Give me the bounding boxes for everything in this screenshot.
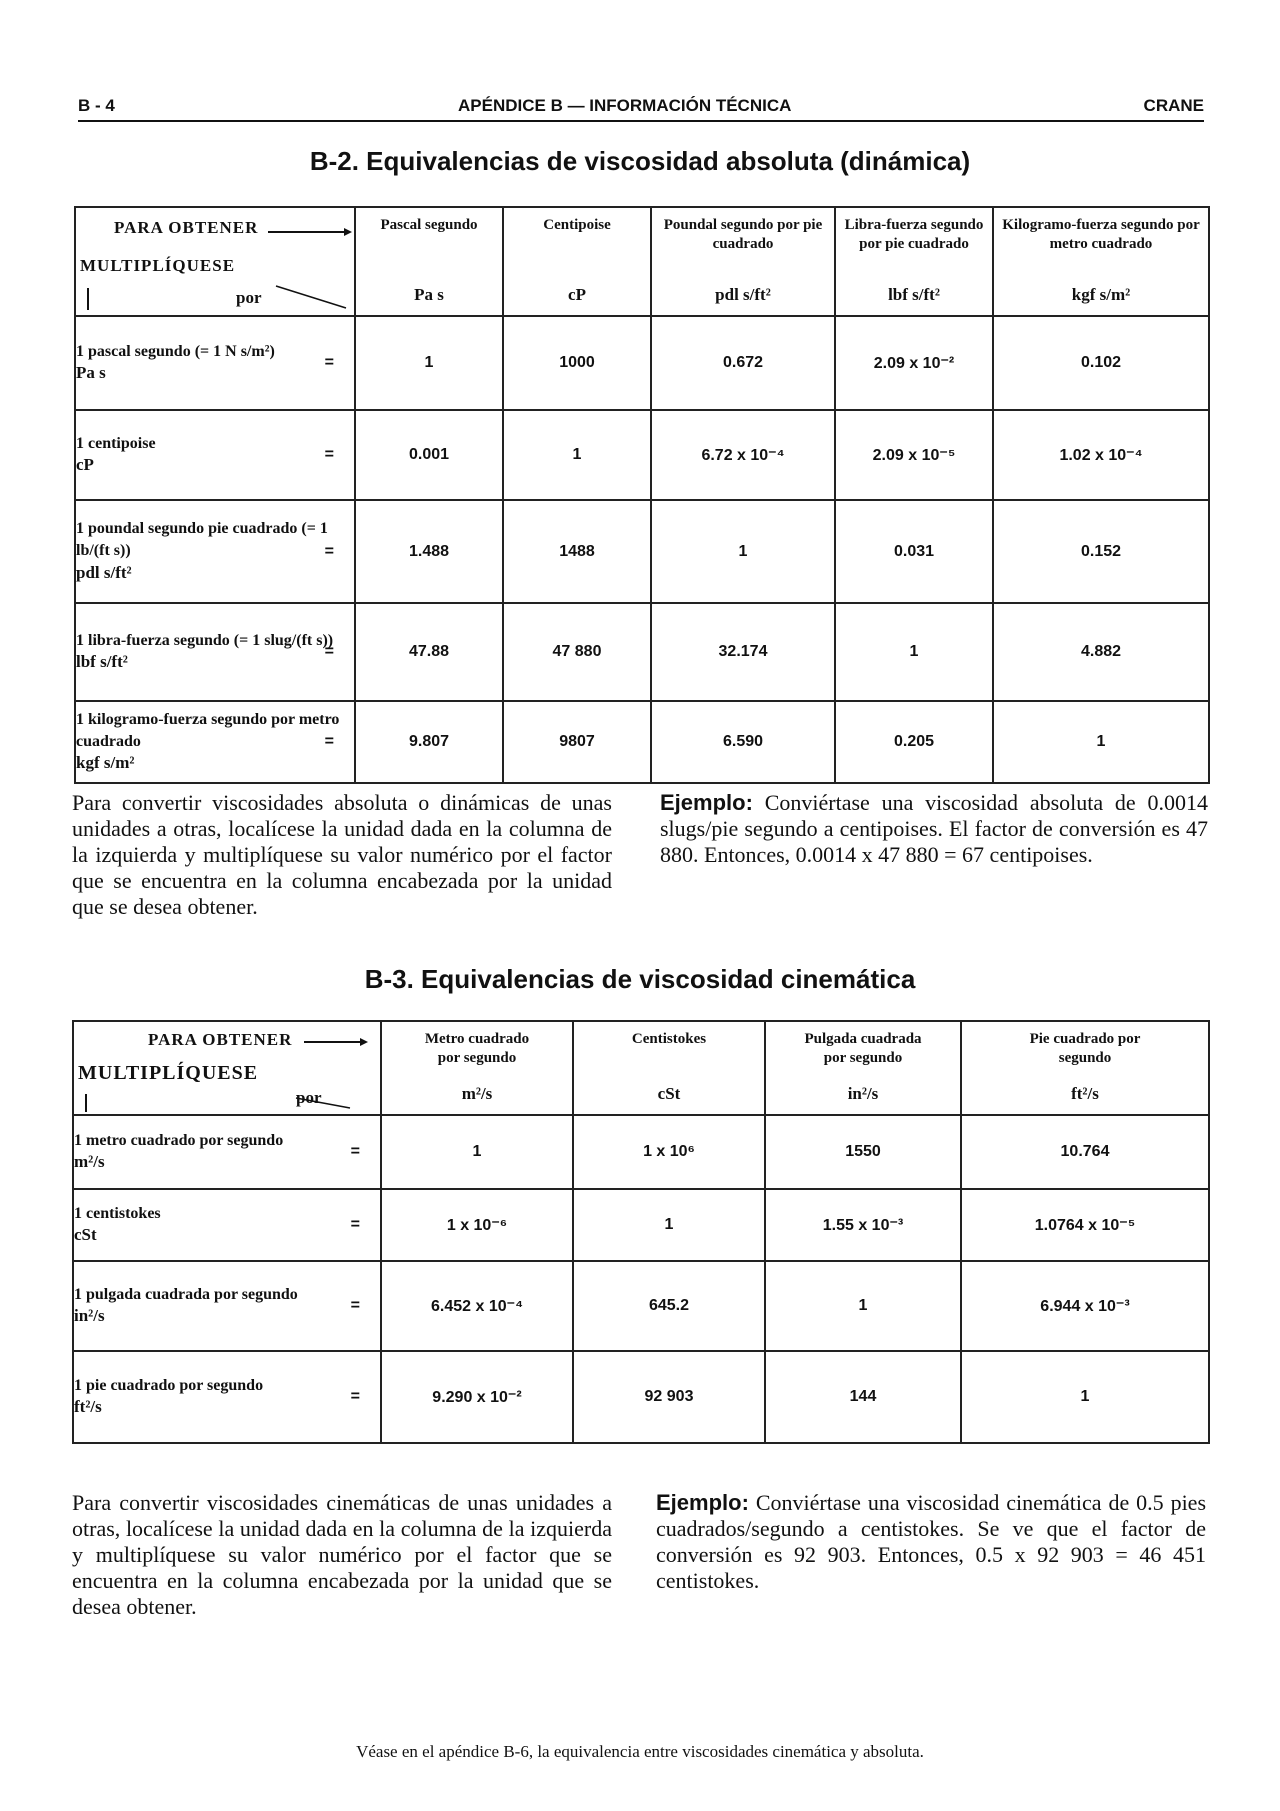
row-label: 1 libra-fuerza segundo (= 1 slug/(ft s)) lbf s/ft² = [75,603,355,701]
col-name: Centistokes [631,1031,707,1047]
b3-col-header [381,1021,573,1115]
table-cell: 9.807 [355,701,503,783]
row-label: 1 pascal segundo (= 1 N s/m²) Pa s = [75,316,355,410]
table-cell: 32.174 [651,603,835,701]
col-unit: cP [568,285,586,304]
example-text: Conviértase una viscosidad cinemática de 0.5 pies cuadrados/segundo a centistokes. Se ve que el factor de conversión es 92 903. Entonces, 0.5 x 92 903 = 46 451 centistokes. [656,1490,1207,1593]
table-cell: 0.152 [993,500,1209,603]
b2-col-header [993,207,1209,316]
row-unit: ft²/s [74,1397,102,1417]
col-name: Kilogramo-fuerza segundo por metro cuadrado [1002,217,1200,252]
table-cell: 1 x 10⁻⁶ [381,1189,573,1261]
row-unit: Pa s [76,363,106,383]
row-unit: cSt [74,1225,97,1245]
b3-example [656,1490,1206,1594]
table-cell: 1550 [765,1115,961,1189]
row-unit: kgf s/m² [76,753,135,773]
table-cell: 1000 [503,316,651,410]
table-cell: 2.09 x 10⁻⁵ [835,410,993,500]
table-cell: 1 [651,500,835,603]
table-row [73,1115,1209,1189]
row-label: 1 poundal segundo pie cuadrado (= 1 lb/(ft s)) pdl s/ft² = [75,500,355,603]
header-title: APÉNDICE B — INFORMACIÓN TÉCNICA [458,96,792,115]
row-label: 1 kilogramo-fuerza segundo por metro cuadrado kgf s/m² = [75,701,355,783]
table-cell: 645.2 [573,1261,765,1351]
table-cell: 1 x 10⁶ [573,1115,765,1189]
table-row [73,1261,1209,1351]
row-label: 1 pie cuadrado por segundo ft²/s = [73,1351,381,1443]
row-unit: m²/s [74,1152,105,1172]
col-name: Libra-fuerza segundo por pie cuadrado [844,217,984,252]
b2-col-header [355,207,503,316]
table-cell: 1 [765,1261,961,1351]
header-brand: CRANE [1143,96,1204,115]
example-text: Conviértase una viscosidad absoluta de 0.0014 slugs/pie segundo a centipoises. El factor de conversión es 47 880. Entonces, 0.0014 x 47 880 = 67 centipoises. [660,790,1208,867]
b2-col-header [503,207,651,316]
b2-title: B-2. Equivalencias de viscosidad absoluta (dinámica) [309,146,971,176]
col-unit: Pa s [414,285,444,304]
table-cell: 0.031 [835,500,993,603]
table-row [75,701,1209,783]
col-name: Poundal segundo por pie cuadrado [663,217,823,252]
corner-multiply: MULTIPLÍQUESE [80,256,236,275]
table-cell: 2.09 x 10⁻² [835,316,993,410]
table-cell: 4.882 [993,603,1209,701]
b3-col-header [961,1021,1209,1115]
table-cell: 1 [573,1189,765,1261]
col-name: Pulgada cuadrada por segundo [804,1031,922,1066]
table-cell: 1 [961,1351,1209,1443]
b3-col-header [765,1021,961,1115]
b2-example [660,790,1208,868]
col-unit: in²/s [847,1084,879,1103]
b3-corner-cell [73,1021,381,1115]
row-unit: in²/s [74,1306,105,1326]
table-cell: 10.764 [961,1115,1209,1189]
row-label: 1 pulgada cuadrada por segundo in²/s = [73,1261,381,1351]
col-unit: kgf s/m² [1071,285,1131,304]
corner-obtain: PARA OBTENER [148,1030,293,1049]
b2-table [74,206,1210,784]
table-row [75,316,1209,410]
row-label: 1 centipoise cP = [75,410,355,500]
col-name: Pascal segundo [380,217,478,233]
table-cell: 0.001 [355,410,503,500]
table-cell: 1488 [503,500,651,603]
table-row [75,603,1209,701]
col-unit: ft²/s [1071,1084,1099,1103]
table-row [73,1189,1209,1261]
b3-col-header [573,1021,765,1115]
col-unit: m²/s [461,1084,493,1103]
col-unit: lbf s/ft² [888,285,940,304]
table-cell: 1.488 [355,500,503,603]
b2-col-header [835,207,993,316]
corner-obtain: PARA OBTENER [114,218,259,237]
b2-col-header [651,207,835,316]
row-unit: cP [76,455,94,475]
table-cell: 6.72 x 10⁻⁴ [651,410,835,500]
table-cell: 47 880 [503,603,651,701]
table-row [75,410,1209,500]
row-unit: pdl s/ft² [76,562,132,582]
b3-instructions: Para convertir viscosidades cinemáticas de unas unidades a otras, localícese la unidad dada en la columna de la izquierda y multiplíquese su valor numérico por el factor que se encuentra en la columna encabezada por la unidad que se desea obtener. [72,1490,612,1619]
example-label: Ejemplo: [656,1490,749,1515]
table-row [75,500,1209,603]
example-label: Ejemplo: [660,790,753,815]
col-name: Pie cuadrado por segundo [1029,1031,1141,1066]
corner-by: por [296,1088,322,1107]
col-unit: pdl s/ft² [715,285,771,304]
table-cell: 1 [355,316,503,410]
table-cell: 47.88 [355,603,503,701]
corner-multiply: MULTIPLÍQUESE [78,1062,259,1084]
b3-table [72,1020,1210,1444]
table-cell: 9807 [503,701,651,783]
table-cell: 6.944 x 10⁻³ [961,1261,1209,1351]
col-unit: cSt [657,1084,681,1103]
table-cell: 9.290 x 10⁻² [381,1351,573,1443]
table-cell: 0.205 [835,701,993,783]
b3-title: B-3. Equivalencias de viscosidad cinemática [364,964,916,994]
row-label: 1 centistokes cSt = [73,1189,381,1261]
b2-instructions: Para convertir viscosidades absoluta o dinámicas de unas unidades a otras, localícese la unidad dada en la columna de la izquierda y multiplíquese su valor numérico por el factor que se encuentra en la columna encabezada por la unidad que se desea obtener. [72,790,612,919]
table-cell: 1 [381,1115,573,1189]
table-cell: 1 [835,603,993,701]
page-number: B - 4 [78,96,115,115]
table-cell: 1.02 x 10⁻⁴ [993,410,1209,500]
table-cell: 0.102 [993,316,1209,410]
table-cell: 1.55 x 10⁻³ [765,1189,961,1261]
table-cell: 1 [993,701,1209,783]
table-cell: 1.0764 x 10⁻⁵ [961,1189,1209,1261]
footer-note: Véase en el apéndice B-6, la equivalencia entre viscosidades cinemática y absoluta. [356,1742,924,1761]
corner-by: por [236,288,262,307]
row-label: 1 metro cuadrado por segundo m²/s = [73,1115,381,1189]
table-cell: 92 903 [573,1351,765,1443]
row-unit: lbf s/ft² [76,652,128,672]
b2-corner-cell [75,207,355,316]
col-name: Centipoise [543,217,611,233]
page-header [78,96,1204,122]
table-cell: 144 [765,1351,961,1443]
table-cell: 0.672 [651,316,835,410]
col-name: Metro cuadrado por segundo [424,1031,530,1066]
table-cell: 6.590 [651,701,835,783]
table-cell: 6.452 x 10⁻⁴ [381,1261,573,1351]
table-row [73,1351,1209,1443]
table-cell: 1 [503,410,651,500]
